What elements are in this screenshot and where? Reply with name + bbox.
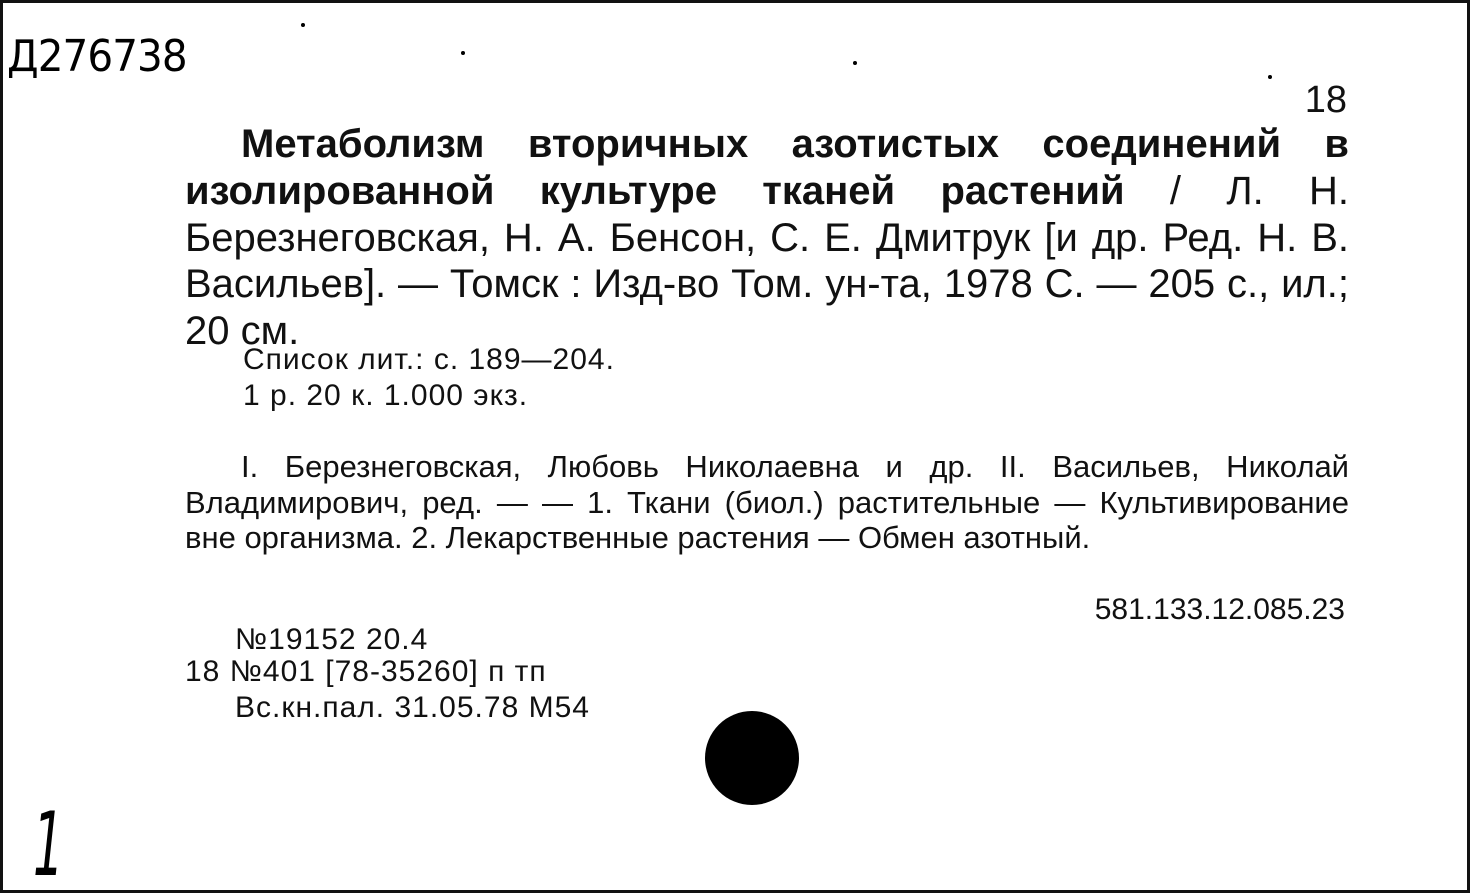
registry-line-3: Вс.кн.пал. 31.05.78 М54 bbox=[235, 691, 590, 724]
speck bbox=[301, 23, 305, 27]
price-note: 1 р. 20 к. 1.000 экз. bbox=[243, 379, 529, 412]
speck bbox=[461, 51, 465, 55]
speck bbox=[1268, 75, 1272, 79]
shelfmark: Д276738 bbox=[7, 31, 187, 82]
responsibility-statement: / Л. Н. Березнеговская, Н. А. Бенсон, С. Е. Дмитрук [и др. Ред. Н. В. Васильев]. — Томск : Изд-во Том. ун-та, 1978 С. — 205 с., ил.; 20 см. bbox=[185, 168, 1349, 354]
bibliographic-description bbox=[185, 121, 1349, 355]
udc-code: 581.133.12.085.23 bbox=[1094, 593, 1345, 626]
card-number: 18 bbox=[1304, 79, 1347, 121]
registry-line-2: 18 №401 [78-35260] п тп bbox=[185, 655, 547, 688]
book-title: Метаболизм вторичных азотистых соединений в изолированной культуре тканей растений bbox=[185, 122, 1349, 213]
registry-line-1: №19152 20.4 bbox=[235, 623, 429, 656]
tracings: I. Березнеговская, Любовь Николаевна и др. II. Васильев, Николай Владимирович, ред. — — 1. Ткани (биол.) растительные — Культивирование вне организма. 2. Лекарственные растения — Обмен азотный. bbox=[185, 449, 1349, 556]
speck bbox=[853, 61, 857, 65]
punch-hole bbox=[705, 711, 799, 805]
copy-mark: 1 bbox=[33, 793, 64, 893]
bibliography-note: Список лит.: с. 189—204. bbox=[243, 343, 615, 376]
